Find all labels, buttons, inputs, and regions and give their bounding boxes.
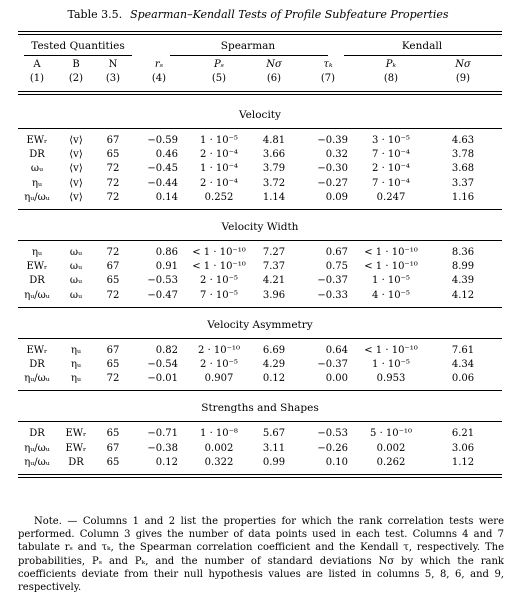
table-row bbox=[18, 162, 502, 176]
table-cell: 65 bbox=[106, 275, 120, 287]
table-cell: 67 bbox=[106, 442, 120, 454]
table-cell: 72 bbox=[106, 191, 120, 203]
col-number: (3) bbox=[105, 73, 121, 84]
table-cell: 72 bbox=[106, 247, 120, 258]
col-header: Pₖ bbox=[385, 59, 397, 70]
table-cell: ⟨v⟩ bbox=[69, 177, 83, 189]
top-rule bbox=[18, 31, 502, 32]
table-cell: 65 bbox=[106, 456, 120, 468]
table-cell: −0.53 bbox=[147, 275, 178, 287]
table-cell: −0.38 bbox=[147, 442, 178, 454]
table-row bbox=[18, 456, 502, 470]
table-cell: 8.99 bbox=[451, 261, 475, 273]
group-underline-kendall bbox=[344, 55, 502, 56]
section-title: Velocity Asymmetry bbox=[207, 318, 313, 331]
table-cell: ηᵤ bbox=[32, 177, 42, 189]
col-number: (1) bbox=[29, 73, 45, 84]
section-title: Velocity bbox=[239, 109, 281, 121]
table-cell: 0.002 bbox=[204, 442, 234, 454]
table-cell: 65 bbox=[106, 359, 120, 370]
table-cell: 0.12 bbox=[262, 373, 286, 385]
col-number: (6) bbox=[266, 73, 282, 84]
section-end-rule bbox=[18, 307, 502, 308]
table-cell: ωᵤ bbox=[69, 289, 83, 301]
table-cell: 0.91 bbox=[155, 261, 178, 273]
section-table bbox=[18, 344, 502, 387]
section-table bbox=[18, 427, 502, 470]
col-header: τₖ bbox=[323, 59, 333, 70]
table-cell: < 1 · 10⁻¹⁰ bbox=[364, 261, 418, 273]
table-cell: 67 bbox=[106, 344, 120, 356]
table-cell: 1.14 bbox=[262, 191, 286, 203]
table-cell: < 1 · 10⁻¹⁰ bbox=[192, 247, 246, 258]
col-header: Nσ bbox=[455, 59, 471, 70]
table-cell: 3.06 bbox=[451, 442, 475, 454]
col-number: (8) bbox=[383, 73, 399, 84]
table-cell: −0.01 bbox=[147, 373, 178, 385]
table-row bbox=[18, 177, 502, 191]
col-number: (5) bbox=[211, 73, 227, 84]
col-header: A bbox=[33, 59, 41, 70]
table-cell: ηᵤ bbox=[71, 344, 81, 356]
group-underline-tested bbox=[24, 55, 132, 56]
table-cell: 1 · 10⁻⁵ bbox=[372, 275, 410, 287]
table-cell: 0.06 bbox=[451, 373, 475, 385]
table-cell: 3.79 bbox=[262, 163, 286, 175]
col-number: (4) bbox=[151, 73, 167, 84]
table-cell: 0.00 bbox=[325, 373, 348, 385]
table-cell: ηᵤ bbox=[71, 373, 81, 385]
table-row bbox=[18, 134, 502, 148]
section-rule bbox=[18, 240, 502, 241]
table-row bbox=[18, 372, 502, 386]
table-cell: 0.86 bbox=[155, 247, 178, 258]
table-cell: 72 bbox=[106, 289, 120, 301]
table-cell: 0.32 bbox=[325, 149, 348, 161]
table-cell: −0.33 bbox=[317, 289, 348, 301]
table-cell: 1.12 bbox=[451, 456, 475, 468]
col-header: Pₛ bbox=[213, 59, 225, 70]
table-cell: 3.37 bbox=[451, 177, 475, 189]
header-rule bbox=[18, 91, 502, 92]
table-cell: 2 · 10⁻⁴ bbox=[200, 177, 238, 189]
table-cell: −0.37 bbox=[317, 275, 348, 287]
table-cell: EWᵣ bbox=[65, 442, 87, 454]
table-row bbox=[18, 191, 502, 205]
table-cell: DR bbox=[29, 428, 45, 440]
table-cell: −0.53 bbox=[317, 428, 348, 440]
table-cell: ηᵤ bbox=[32, 247, 42, 258]
table-cell: EWᵣ bbox=[26, 135, 48, 146]
group-header-spearman: Spearman bbox=[220, 40, 276, 52]
table-cell: EWᵣ bbox=[26, 261, 48, 273]
table-cell: 5.67 bbox=[262, 428, 286, 440]
section-end-rule bbox=[18, 390, 502, 391]
table-cell: 8.36 bbox=[451, 247, 475, 258]
group-header-kendall: Kendall bbox=[401, 40, 443, 52]
table-cell: ηᵤ/ωᵤ bbox=[24, 191, 50, 203]
table-cell: 6.69 bbox=[262, 344, 286, 356]
table-cell: 0.953 bbox=[376, 373, 406, 385]
table-cell: 72 bbox=[106, 373, 120, 385]
table-cell: 0.75 bbox=[325, 261, 348, 273]
table-cell: ωᵤ bbox=[69, 275, 83, 287]
table-cell: 0.14 bbox=[155, 191, 178, 203]
table-cell: 72 bbox=[106, 163, 120, 175]
table-cell: 1 · 10⁻⁵ bbox=[372, 359, 410, 370]
table-cell: 0.99 bbox=[262, 456, 286, 468]
table-cell: 4.81 bbox=[262, 135, 286, 146]
table-cell: ηᵤ/ωᵤ bbox=[24, 456, 50, 468]
section-end-rule bbox=[18, 209, 502, 210]
table-cell: < 1 · 10⁻¹⁰ bbox=[192, 261, 246, 273]
table-cell: 0.12 bbox=[155, 456, 178, 468]
col-number: (2) bbox=[68, 73, 84, 84]
table-note: Note. — Columns 1 and 2 list the properties for which the rank correlation tests were performed. Column 3 gives the number of data points used in each test. Columns 4 and 7 tabulate rₛ and τₖ, the Spearman correlation coefficient and the Kendall τ, respectively. The probabilities, Pₛ and Pₖ, and the number of standard deviations Nσ by which the rank coefficients deviate from their null hypothesis values are listed in columns 5, 8, 6, and 9, respectively. bbox=[18, 516, 504, 594]
table-cell: 6.21 bbox=[451, 428, 475, 440]
table-cell: ⟨v⟩ bbox=[69, 135, 83, 146]
col-header: rₛ bbox=[154, 59, 164, 70]
table-cell: 5 · 10⁻¹⁰ bbox=[370, 428, 412, 440]
table-cell: 3.68 bbox=[451, 163, 475, 175]
table-cell: ωᵤ bbox=[69, 247, 83, 258]
section-table bbox=[18, 134, 502, 205]
table-cell: 7.61 bbox=[451, 344, 475, 356]
top-rule-double bbox=[18, 34, 502, 35]
group-underline-spearman bbox=[170, 55, 328, 56]
table-number: Table 3.5. bbox=[67, 8, 123, 21]
table-row bbox=[18, 358, 502, 372]
table-row bbox=[18, 289, 502, 303]
table-cell: 2 · 10⁻⁴ bbox=[200, 149, 238, 161]
table-cell: 0.09 bbox=[325, 191, 348, 203]
table-cell: 0.46 bbox=[155, 149, 178, 161]
table-cell: EWᵣ bbox=[65, 428, 87, 440]
table-cell: ωᵤ bbox=[69, 261, 83, 273]
table-cell: −0.59 bbox=[147, 135, 178, 146]
table-cell: DR bbox=[68, 456, 84, 468]
table-cell: −0.44 bbox=[147, 177, 178, 189]
table-cell: EWᵣ bbox=[26, 344, 48, 356]
table-cell: 4 · 10⁻⁵ bbox=[372, 289, 410, 301]
table-cell: 0.002 bbox=[376, 442, 406, 454]
table-cell: ⟨v⟩ bbox=[69, 191, 83, 203]
table-row bbox=[18, 260, 502, 274]
table-cell: 0.252 bbox=[204, 191, 234, 203]
table-cell: 0.10 bbox=[325, 456, 348, 468]
section-title: Velocity Width bbox=[221, 221, 299, 233]
col-header: Nσ bbox=[266, 59, 282, 70]
table-caption: Spearman–Kendall Tests of Profile Subfeature Properties bbox=[130, 8, 449, 21]
table-cell: −0.30 bbox=[317, 163, 348, 175]
table-cell: −0.54 bbox=[147, 359, 178, 370]
table-cell: DR bbox=[29, 359, 45, 370]
table-cell: 0.322 bbox=[204, 456, 234, 468]
table-row bbox=[18, 427, 502, 441]
table-cell: < 1 · 10⁻¹⁰ bbox=[364, 247, 418, 258]
table-cell: −0.39 bbox=[317, 135, 348, 146]
table-cell: 65 bbox=[106, 149, 120, 161]
table-cell: 3 · 10⁻⁵ bbox=[372, 135, 410, 146]
table-cell: 4.63 bbox=[451, 135, 475, 146]
table-cell: −0.47 bbox=[147, 289, 178, 301]
table-cell: 4.12 bbox=[451, 289, 475, 301]
col-number: (9) bbox=[455, 73, 471, 84]
column-number-row bbox=[18, 72, 502, 86]
section-rule bbox=[18, 128, 502, 129]
col-header: N bbox=[108, 59, 118, 70]
table-row bbox=[18, 442, 502, 456]
table-cell: 67 bbox=[106, 135, 120, 146]
table-cell: 4.34 bbox=[451, 359, 475, 370]
table-cell: 7 · 10⁻⁴ bbox=[372, 149, 410, 161]
header-rule-double bbox=[18, 94, 502, 95]
table-cell: 7 · 10⁻⁴ bbox=[372, 177, 410, 189]
table-cell: 67 bbox=[106, 261, 120, 273]
table-cell: 3.72 bbox=[262, 177, 286, 189]
table-cell: 0.907 bbox=[204, 373, 234, 385]
table-cell: −0.45 bbox=[147, 163, 178, 175]
group-header-tested: Tested Quantities bbox=[31, 40, 125, 52]
table-cell: ωᵤ bbox=[30, 163, 44, 175]
section-rule bbox=[18, 421, 502, 422]
table-cell: 7 · 10⁻⁵ bbox=[200, 289, 238, 301]
table-cell: −0.71 bbox=[147, 428, 178, 440]
table-cell: 0.67 bbox=[325, 247, 348, 258]
table-cell: 7.37 bbox=[262, 261, 286, 273]
table-cell: 1.16 bbox=[451, 191, 475, 203]
table-cell: ⟨v⟩ bbox=[69, 163, 83, 175]
section-title: Strengths and Shapes bbox=[201, 402, 319, 415]
section-table bbox=[18, 246, 502, 303]
table-cell: 72 bbox=[106, 177, 120, 189]
table-cell: ηᵤ/ωᵤ bbox=[24, 373, 50, 385]
col-number: (7) bbox=[320, 73, 336, 84]
table-cell: ηᵤ/ωᵤ bbox=[24, 289, 50, 301]
table-cell: 1 · 10⁻⁵ bbox=[200, 135, 238, 146]
table-cell: < 1 · 10⁻¹⁰ bbox=[364, 344, 418, 356]
table-cell: DR bbox=[29, 275, 45, 287]
table-cell: ηᵤ bbox=[71, 359, 81, 370]
col-header: B bbox=[72, 59, 80, 70]
section-rule bbox=[18, 338, 502, 339]
table-cell: 3.78 bbox=[451, 149, 475, 161]
table-cell: 7.27 bbox=[262, 247, 286, 258]
table-cell: DR bbox=[29, 149, 45, 161]
column-letter-row bbox=[18, 58, 502, 72]
table-cell: 1 · 10⁻⁴ bbox=[200, 163, 238, 175]
table-cell: −0.26 bbox=[317, 442, 348, 454]
table-cell: 0.262 bbox=[376, 456, 406, 468]
table-cell: −0.27 bbox=[317, 177, 348, 189]
table-cell: ⟨v⟩ bbox=[69, 149, 83, 161]
table-cell: 3.96 bbox=[262, 289, 286, 301]
column-header-table bbox=[18, 58, 502, 86]
table-cell: 65 bbox=[106, 428, 120, 440]
table-cell: −0.37 bbox=[317, 359, 348, 370]
table-row bbox=[18, 344, 502, 358]
table-cell: 2 · 10⁻⁵ bbox=[200, 359, 238, 370]
table-row bbox=[18, 274, 502, 288]
table-row bbox=[18, 148, 502, 162]
bottom-rule-double bbox=[18, 477, 502, 478]
table-cell: 0.247 bbox=[376, 191, 406, 203]
table-cell: 2 · 10⁻⁵ bbox=[200, 275, 238, 287]
table-cell: 3.66 bbox=[262, 149, 286, 161]
table-row bbox=[18, 246, 502, 260]
table-cell: 0.64 bbox=[325, 344, 348, 356]
table-cell: 2 · 10⁻¹⁰ bbox=[198, 344, 240, 356]
table-title bbox=[0, 8, 516, 21]
table-cell: 4.21 bbox=[262, 275, 286, 287]
table-cell: 1 · 10⁻⁸ bbox=[200, 428, 238, 440]
table-cell: 4.39 bbox=[451, 275, 475, 287]
table-cell: 3.11 bbox=[262, 442, 286, 454]
table-cell: ηᵤ/ωᵤ bbox=[24, 442, 50, 454]
table-cell: 0.82 bbox=[155, 344, 178, 356]
table-cell: 2 · 10⁻⁴ bbox=[372, 163, 410, 175]
section-end-rule bbox=[18, 474, 502, 475]
table-cell: 4.29 bbox=[262, 359, 286, 370]
